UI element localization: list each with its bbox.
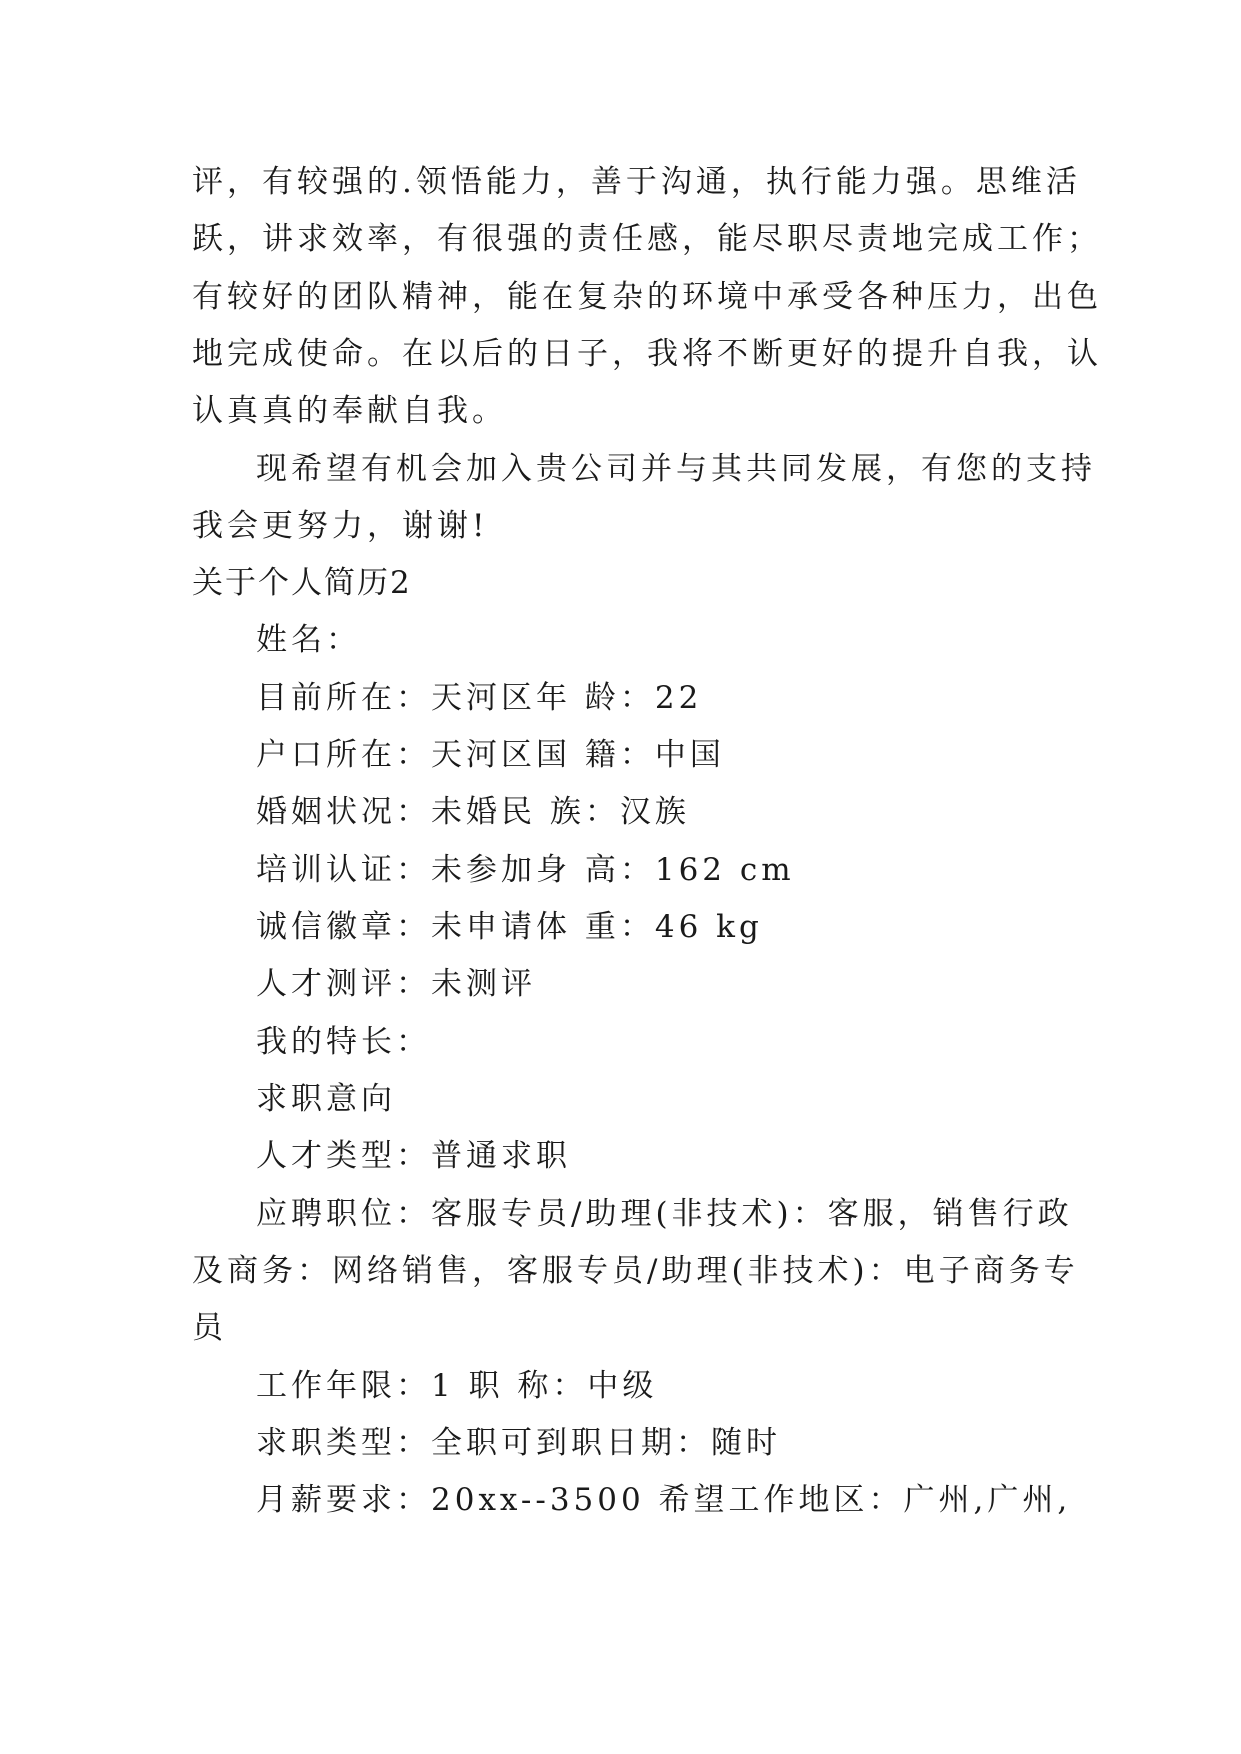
profile-line: 我的特长：: [256, 1024, 431, 1060]
paragraph-line: 跃，讲求效率，有很强的责任感，能尽职尽责地完成工作；: [192, 221, 1102, 257]
profile-line: 婚姻状况：未婚民 族：汉族: [256, 794, 690, 830]
profile-line: 人才测评：未测评: [256, 966, 536, 1002]
profile-line: 培训认证：未参加身 高：162 cm: [256, 852, 795, 888]
profile-line: 目前所在：天河区年 龄：22: [256, 680, 703, 716]
paragraph-line: 认真真的奉献自我。: [192, 393, 507, 429]
profile-line: 人才类型：普通求职: [256, 1138, 571, 1174]
paragraph-line: 有较好的团队精神，能在复杂的环境中承受各种压力，出色: [192, 279, 1102, 315]
paragraph-line: 地完成使命。在以后的日子，我将不断更好的提升自我，认: [192, 336, 1102, 372]
section-title: 关于个人简历2: [192, 565, 412, 601]
profile-line: 户口所在：天河区国 籍：中国: [256, 737, 725, 773]
profile-line: 求职意向: [256, 1081, 396, 1117]
profile-line: 姓名：: [256, 622, 361, 658]
job-line: 月薪要求：20xx--3500 希望工作地区：广州,广州,: [256, 1482, 1072, 1518]
job-line: 工作年限：1 职 称：中级: [256, 1368, 658, 1404]
job-line: 求职类型：全职可到职日期：随时: [256, 1425, 781, 1461]
position-line: 及商务：网络销售，客服专员/助理(非技术)：电子商务专: [192, 1253, 1079, 1289]
paragraph-line: 现希望有机会加入贵公司并与其共同发展，有您的支持: [256, 451, 1096, 487]
paragraph-line: 我会更努力，谢谢!: [192, 508, 489, 544]
paragraph-line: 评，有较强的.领悟能力，善于沟通，执行能力强。思维活: [192, 164, 1081, 200]
position-line: 应聘职位：客服专员/助理(非技术)：客服，销售行政: [256, 1196, 1073, 1232]
position-line: 员: [192, 1310, 227, 1346]
profile-line: 诚信徽章：未申请体 重：46 kg: [256, 909, 763, 945]
